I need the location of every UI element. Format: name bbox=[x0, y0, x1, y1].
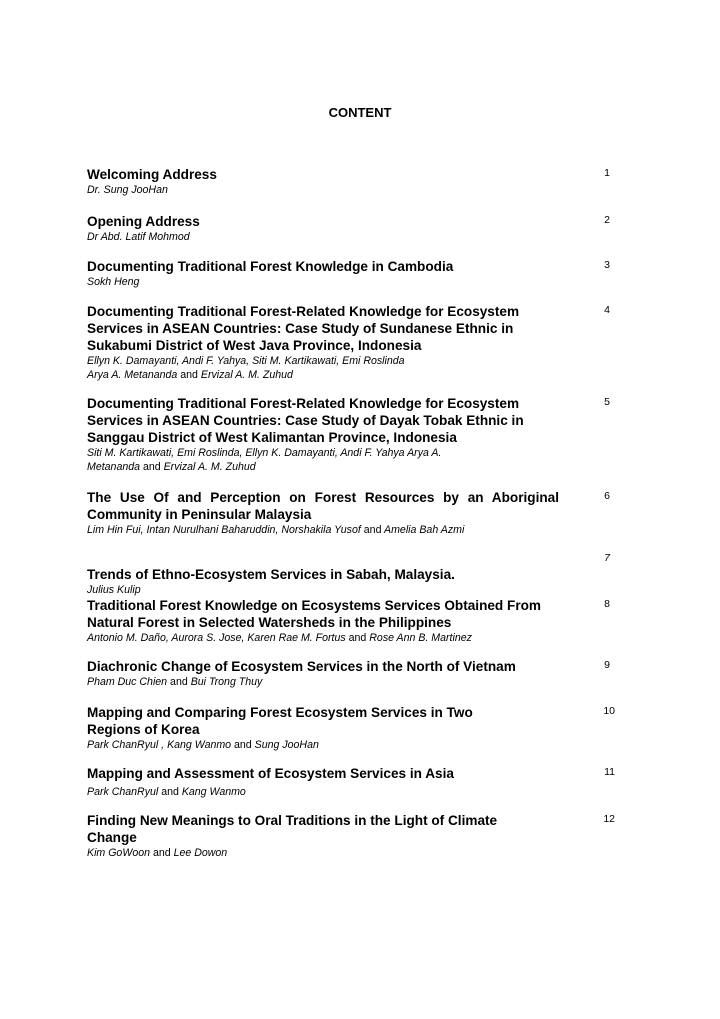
entry-title: Opening Address bbox=[87, 214, 200, 229]
page-number: 2 bbox=[604, 214, 610, 226]
author-names: Lee Dowon bbox=[173, 847, 228, 859]
conjunction: and bbox=[152, 847, 171, 859]
author-names: Kim GoWoon bbox=[87, 847, 150, 859]
entry-title: Diachronic Change of Ecosystem Services in the North of Vietnam bbox=[87, 659, 516, 674]
toc-entry[interactable] bbox=[87, 552, 617, 597]
entry-title: Trends of Ethno-Ecosystem Services in Sabah, Malaysia. bbox=[87, 567, 455, 582]
page-number: 8 bbox=[604, 598, 610, 610]
page-number: 3 bbox=[604, 259, 610, 271]
author-names: Sung JooHan bbox=[254, 739, 319, 751]
entry-authors bbox=[87, 523, 557, 537]
conjunction: and bbox=[142, 461, 161, 473]
page-number: 1 bbox=[604, 167, 610, 179]
author-names: Ervizal A. M. Zuhud bbox=[163, 461, 256, 473]
author-names: Park ChanRyul , Kang Wanmo bbox=[87, 739, 235, 751]
toc-entry[interactable] bbox=[87, 597, 617, 645]
toc-entry[interactable] bbox=[87, 303, 617, 382]
entry-title: Mapping and Comparing Forest Ecosystem Services in Two Regions of Korea bbox=[87, 705, 473, 737]
entry-authors bbox=[87, 183, 557, 197]
page-title: CONTENT bbox=[328, 105, 392, 120]
entry-authors bbox=[87, 446, 497, 474]
entry-title: Documenting Traditional Forest-Related Knowledge for Ecosystem Services in ASEAN Countries: Case Study of Sundanese Ethnic in Sukabumi District of West Java Province, Indonesia bbox=[87, 304, 520, 353]
author-names: Kang Wanmo bbox=[181, 786, 246, 798]
conjunction: and bbox=[170, 676, 188, 688]
author-names: Antonio M. Daño, Aurora S. Jose, Karen Rae M. Fortus bbox=[87, 632, 346, 644]
entry-authors bbox=[87, 583, 557, 597]
entry-title: Traditional Forest Knowledge on Ecosystems Services Obtained From Natural Forest in Selected Watersheds in the Philippines bbox=[87, 598, 541, 630]
author-names: Dr Abd. Latif Mohmod bbox=[87, 231, 190, 243]
entry-title: The Use Of and Perception on Forest Resources by an Aboriginal Community in Peninsular Malaysia bbox=[87, 490, 559, 522]
author-names: Pham Duc Chien bbox=[87, 676, 168, 688]
page-number: 7 bbox=[604, 552, 610, 564]
conjunction: and bbox=[234, 739, 252, 751]
page-number: 10 bbox=[603, 705, 615, 717]
author-names: Rose Ann B. Martinez bbox=[369, 632, 472, 644]
page-number: 12 bbox=[603, 813, 615, 825]
entry-authors bbox=[87, 631, 557, 645]
conjunction: and bbox=[348, 632, 367, 644]
page-number: 6 bbox=[604, 490, 610, 502]
toc-entry[interactable] bbox=[87, 258, 617, 289]
toc-entry[interactable] bbox=[87, 658, 617, 689]
conjunction: and bbox=[161, 786, 179, 798]
toc-entry[interactable] bbox=[87, 489, 617, 537]
toc-entry[interactable] bbox=[87, 765, 617, 799]
author-names: Siti M. Kartikawati, Emi Roslinda, Ellyn K. Damayanti, Andi F. Yahya Arya A. Metananda bbox=[87, 447, 442, 473]
entry-authors bbox=[87, 230, 557, 244]
toc-entry[interactable] bbox=[87, 166, 617, 197]
entry-title: Mapping and Assessment of Ecosystem Services in Asia bbox=[87, 766, 454, 781]
entry-authors bbox=[87, 275, 557, 289]
author-names: Park ChanRyul bbox=[87, 786, 162, 798]
author-names: Amelia Bah Azmi bbox=[384, 524, 465, 536]
author-names: Bui Trong Thuy bbox=[190, 676, 263, 688]
page-number: 5 bbox=[604, 396, 610, 408]
entry-authors bbox=[87, 354, 557, 382]
entry-title: Documenting Traditional Forest-Related Knowledge for Ecosystem Services in ASEAN Countries: Case Study of Dayak Tobak Ethnic in Sanggau District of West Kalimantan Province, Indonesia bbox=[87, 396, 524, 445]
entry-authors bbox=[87, 738, 557, 752]
page-number: 9 bbox=[604, 659, 610, 671]
entry-title: Finding New Meanings to Oral Traditions in the Light of Climate Change bbox=[87, 813, 498, 845]
conjunction: and bbox=[363, 524, 382, 536]
toc-entry[interactable] bbox=[87, 704, 617, 752]
author-names: Ellyn K. Damayanti, Andi F. Yahya, Siti M. Kartikawati, Emi Roslinda bbox=[87, 355, 405, 367]
author-names: Dr. Sung JooHan bbox=[87, 184, 168, 196]
toc-entry[interactable] bbox=[87, 812, 617, 860]
page-number: 11 bbox=[604, 766, 615, 778]
entry-authors bbox=[87, 785, 557, 799]
entry-title: Welcoming Address bbox=[87, 167, 217, 182]
toc-entry[interactable] bbox=[87, 395, 617, 474]
author-names: Sokh Heng bbox=[87, 276, 140, 288]
author-names: Lim Hin Fui, Intan Nurulhani Baharuddin, Norshakila Yusof bbox=[87, 524, 361, 536]
entry-authors bbox=[87, 675, 557, 689]
page-number: 4 bbox=[604, 304, 610, 316]
toc-entry[interactable] bbox=[87, 213, 617, 244]
author-names: Ervizal A. M. Zuhud bbox=[200, 369, 293, 381]
author-names: Arya A. Metananda bbox=[87, 369, 178, 381]
entry-title: Documenting Traditional Forest Knowledge in Cambodia bbox=[87, 259, 454, 274]
conjunction: and bbox=[180, 369, 198, 381]
author-names: Julius Kulip bbox=[87, 584, 141, 596]
entry-authors bbox=[87, 846, 557, 860]
